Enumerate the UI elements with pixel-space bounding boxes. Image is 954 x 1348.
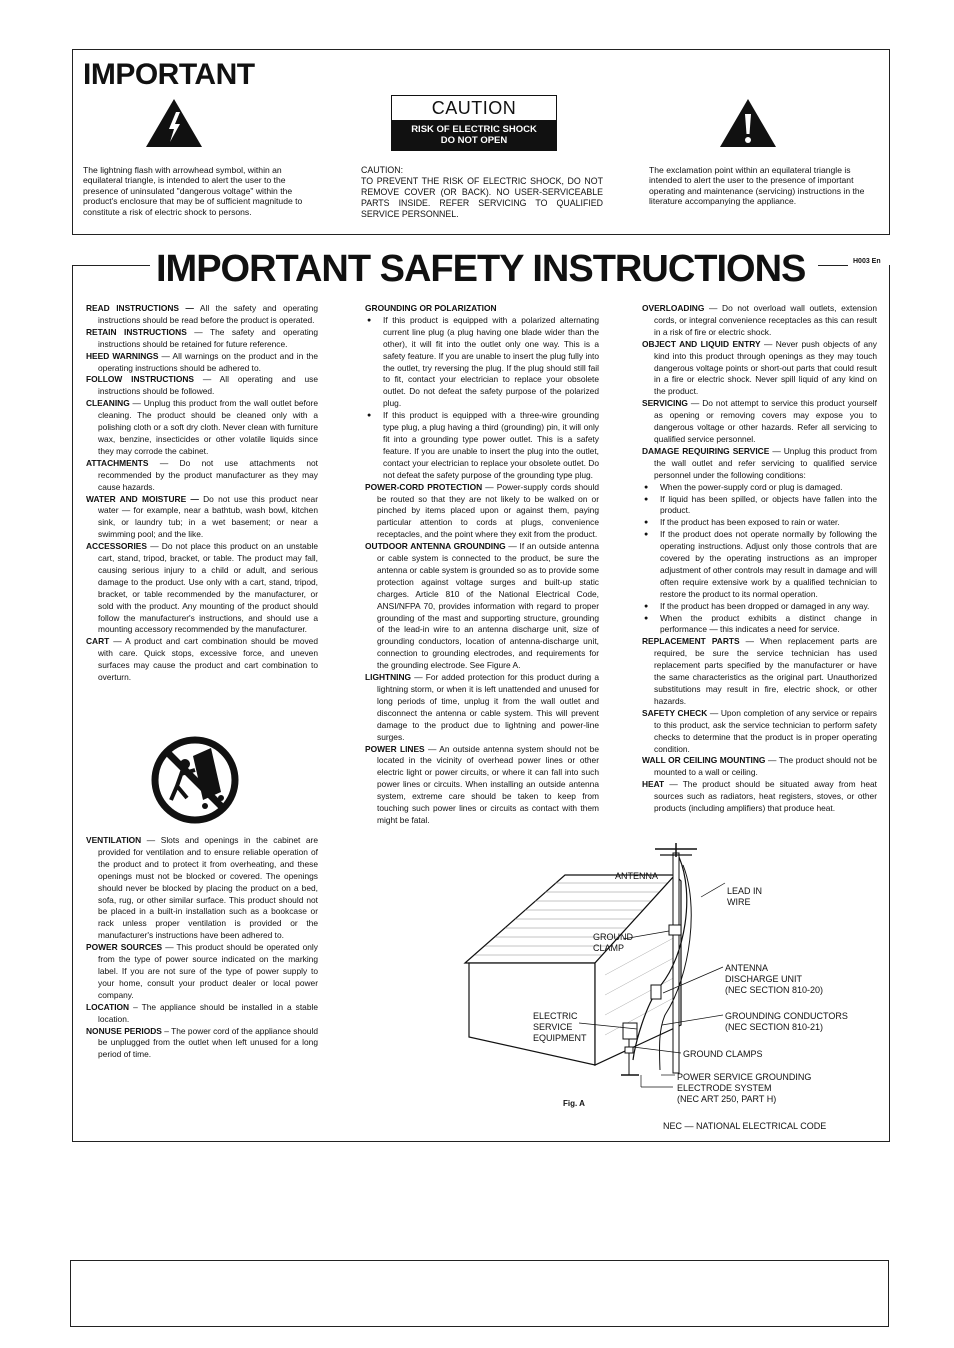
instruction-item	[365, 541, 599, 672]
bottom-box	[70, 1260, 889, 1327]
instruction-text: — The product should not be mounted to a wall or ceiling.	[654, 755, 878, 778]
instruction-text: – The power cord of the appliance should be unplugged from the outlet when left unused for a long period of time.	[98, 1025, 318, 1060]
instruction-item	[642, 446, 877, 482]
instruction-heading: CLEANING	[86, 398, 130, 409]
instruction-item	[642, 755, 877, 779]
instruction-item	[86, 458, 318, 494]
important-box	[72, 49, 890, 235]
instruction-text: — All operating and use instructions should be followed.	[98, 374, 318, 397]
label-conductors-1: GROUNDING CONDUCTORS	[725, 1011, 848, 1021]
label-discharge-1: ANTENNA	[725, 963, 769, 973]
instruction-text: — An outside antenna system should not be located in the vicinity of overhead power lines or other electric light or power circuits, or where it can fall into such power lines or circuits. When installing an outside antenna system, extreme care should be taken to keep from touching such power lines or circuits as contact with them might be fatal.	[377, 743, 599, 825]
instruction-item	[642, 398, 877, 446]
bullet-item: ● When the product exhibits a distinct change in performance — this indicates a need for service.	[642, 613, 877, 637]
label-lead-in-1: LEAD IN	[727, 886, 763, 896]
caution-line-1: RISK OF ELECTRIC SHOCK	[411, 124, 537, 135]
instruction-text: — Never push objects of any kind into this product through openings as they may touch dangerous voltage points or short-out parts that could result in a fire or electric shock. Never spill liquid of any kind on the product.	[654, 338, 877, 397]
instruction-heading: OUTDOOR ANTENNA GROUNDING	[365, 541, 506, 552]
label-power-2: ELECTRODE SYSTEM	[677, 1083, 772, 1093]
instruction-text: — If an outside antenna or cable system is connected to the product, be sure the antenna or cable system is grounded so as to provide some protection against voltage surges and built-up static charges. Article 810 of the National Electrical Code, ANSI/NFPA 70, provides information with regard to proper grounding of the mast and supporting structure, grounding of the lead-in wire to an antenna discharge unit, size of grounding conductors, location of antenna-discharge unit, connection to grounding electrodes, and requirements for the grounding electrode. See Figure A.	[377, 541, 599, 671]
instruction-heading: SERVICING	[642, 398, 688, 409]
instruction-text: — Do not use attachments not recommended by the product manufacturer as they may cause hazards.	[98, 457, 318, 492]
column-1	[86, 303, 318, 684]
instruction-text: — Unplug this product from the wall outlet and refer servicing to qualified service personnel under the following conditions:	[654, 445, 877, 480]
label-conductors-2: (NEC SECTION 810-21)	[725, 1022, 824, 1032]
instruction-item	[86, 541, 318, 636]
label-electric-2: SERVICE	[533, 1022, 573, 1032]
instruction-item	[86, 636, 318, 684]
instruction-text: — The product should be situated away from heat sources such as radiators, heat registers, stoves, or other products (including amplifiers) that produce heat.	[654, 779, 877, 814]
label-electric-service	[533, 1011, 587, 1044]
instruction-heading: HEED WARNINGS	[86, 350, 159, 361]
instruction-heading: NONUSE PERIODS	[86, 1025, 162, 1036]
bullet-item: ● If the product has been exposed to rain or water.	[642, 517, 877, 529]
label-grounding-conductors	[725, 1011, 848, 1033]
caution-word: CAUTION	[431, 98, 517, 118]
instruction-text: — Upon completion of any service or repairs to this product, ask the service technician to perform safety checks to determine that the product is in proper operating condition.	[654, 707, 877, 754]
caution-black-band	[392, 120, 556, 150]
nec-note: NEC — NATIONAL ELECTRICAL CODE	[663, 1121, 827, 1131]
instruction-heading: ACCESSORIES	[86, 541, 147, 552]
document-code: H003 En	[853, 258, 881, 265]
title-rule-left	[72, 265, 162, 266]
instruction-item	[86, 327, 318, 351]
instruction-heading: READ INSTRUCTIONS —	[86, 303, 194, 313]
instruction-item	[86, 303, 318, 327]
instruction-heading: GROUNDING OR POLARIZATION	[365, 303, 497, 313]
instruction-item	[86, 835, 318, 942]
instruction-text: — When replacement parts are required, be sure the service technician has used replacement parts specified by the manufacturer or have the same characteristics as the original part. Unauthorized substitutions may result in fire, electric shock, or other hazards.	[654, 636, 877, 706]
label-power-3: (NEC ART 250, PART H)	[677, 1094, 777, 1104]
lightning-warning-icon	[145, 98, 203, 148]
instruction-heading: DAMAGE REQUIRING SERVICE	[642, 445, 770, 456]
caution-label	[391, 95, 557, 151]
instruction-text: — Do not attempt to service this product yourself as opening or removing covers may expose you to dangerous voltage or other hazards. Refer all servicing to qualified service personnel.	[654, 398, 877, 444]
column-2	[365, 303, 599, 827]
instruction-heading: HEAT	[642, 779, 665, 790]
instruction-text: — All warnings on the product and in the operating instructions should be adhered to.	[98, 350, 318, 373]
instruction-item	[642, 339, 877, 399]
instruction-text: All the safety and operating instructions should be read before the product is operated.	[98, 303, 318, 325]
cart-tipover-warning-icon	[149, 734, 241, 826]
instruction-item	[642, 303, 877, 339]
instruction-text: Do not use this product near water — for example, near a bathtub, wash bowl, kitchen sink, or laundry tub; in a wet basement; or near a swimming pool; and the like.	[98, 493, 318, 540]
bullet-item: ● If this product is equipped with a three-wire grounding type plug, a plug having a third (grounding) pin, it will only fit into a grounding type power outlet. This is a safety feature. If you are unable to insert the plug into the outlet, contact your electrician to replace your obsolete outlet. Do not defeat the safety purpose of the grounding type plug.	[365, 410, 599, 481]
instruction-heading: CART	[86, 636, 110, 647]
instruction-item	[86, 494, 318, 542]
instruction-text: — Do not place this product on an unstable cart, stand, tripod, bracket, or table. The product may fall, causing serious injury to a child or adult, and serious damage to the product. Use only with a cart, stand, tripod, bracket, or table recommended by the manufacturer, or sold with the product. Any mounting of the product should follow the manufacturer's instructions, and should use a mounting accessory recommended by the manufacturer.	[98, 541, 318, 635]
instruction-heading: LOCATION	[86, 1001, 130, 1012]
instruction-item	[365, 744, 599, 827]
instruction-heading: SAFETY CHECK	[642, 707, 708, 718]
antenna-grounding-figure	[455, 835, 875, 1135]
label-discharge-3: (NEC SECTION 810-20)	[725, 985, 824, 995]
instruction-text: — Unplug this product from the wall outlet before cleaning. The product should be cleaned only with a polishing cloth or a soft dry cloth. Never clean with furniture wax, benzine, insecticides or other volatile liquids since they may corrode the cabinet.	[98, 398, 318, 456]
label-electric-1: ELECTRIC	[533, 1011, 578, 1021]
instruction-heading: FOLLOW INSTRUCTIONS	[86, 374, 194, 385]
instruction-item	[86, 942, 318, 1002]
instruction-text: — A product and cart combination should be moved with care. Quick stops, excessive force, and uneven surfaces may cause the product and cart combination to overturn.	[98, 636, 318, 683]
instruction-heading: ATTACHMENTS	[86, 457, 149, 468]
instruction-heading: POWER LINES	[365, 743, 425, 754]
instruction-item	[365, 482, 599, 542]
label-discharge-2: DISCHARGE UNIT	[725, 974, 803, 984]
figure-caption: Fig. A	[563, 1099, 585, 1108]
bullet-item: ● If this product is equipped with a polarized alternating current line plug (a plug having one blade wider than the other), it will fit into the outlet only one way. This is a safety feature. If you are unable to insert the plug fully into the outlet, try reversing the plug. If the plug should still fail to fit, contact your electrician to replace your obsolete outlet. Do not defeat the safety purpose of the polarized plug.	[365, 315, 599, 410]
instruction-heading: RETAIN INSTRUCTIONS	[86, 326, 187, 337]
lightning-explanation: The lightning flash with arrowhead symbol, within an equilateral triangle, is intended to alert the user to the presence of uninsulated "dangerous voltage" within the product's enclosure that may be of sufficient magnitude to constitute a risk of electric shock to persons.	[83, 165, 303, 217]
instruction-item	[86, 1026, 318, 1062]
instruction-heading: WALL OR CEILING MOUNTING	[642, 755, 766, 766]
bullet-item: ● If the product does not operate normally by following the operating instructions. Adjust only those controls that are covered by the operating instructions as an improper adjustment of other controls may result in damage and will often require extensive work by a qualified technician to restore the product to its normal operation.	[642, 529, 877, 600]
instruction-heading: POWER SOURCES	[86, 942, 163, 953]
exclamation-warning-icon	[719, 98, 777, 148]
label-ground-clamps: GROUND CLAMPS	[683, 1049, 763, 1059]
label-power-grounding	[677, 1072, 811, 1105]
instruction-text: – The appliance should be installed in a stable location.	[98, 1001, 318, 1024]
title-rule-right	[818, 265, 848, 266]
caution-text-body: TO PREVENT THE RISK OF ELECTRIC SHOCK, DO NOT REMOVE COVER (OR BACK). NO USER-SERVICEABLE PARTS INSIDE. REFER SERVICING TO QUALIFIED SERVICE PERSONNEL.	[361, 176, 603, 219]
instruction-heading: WATER AND MOISTURE —	[86, 493, 199, 504]
instruction-item	[86, 398, 318, 458]
bullet-item: ● If the product has been dropped or damaged in any way.	[642, 601, 877, 613]
instruction-heading: POWER-CORD PROTECTION	[365, 481, 483, 492]
instruction-text: — This product should be operated only from the type of power source indicated on the marking label. If you are not sure of the type of power supply to your home, consult your product dealer or local power company.	[98, 942, 318, 1000]
instruction-item	[86, 374, 318, 398]
instruction-item	[86, 351, 318, 375]
label-ground-clamp-2: CLAMP	[593, 943, 625, 953]
instruction-heading: LIGHTNING	[365, 672, 412, 683]
instruction-item	[365, 303, 599, 315]
bullet-item: ● When the power-supply cord or plug is damaged.	[642, 482, 877, 494]
instruction-item	[86, 1002, 318, 1026]
instruction-item	[642, 708, 877, 756]
instruction-item	[642, 636, 877, 707]
important-title: IMPORTANT	[83, 58, 255, 91]
instruction-heading: REPLACEMENT PARTS	[642, 636, 740, 647]
instruction-heading: OBJECT AND LIQUID ENTRY	[642, 338, 761, 349]
instruction-text: — Power-supply cords should be routed so that they are not likely to be walked on or pinched by items placed upon or against them, paying particular attention to cords at plugs, convenience receptacles, and the point where they exit from the product.	[377, 481, 599, 540]
safety-title: IMPORTANT SAFETY INSTRUCTIONS	[150, 248, 811, 291]
label-discharge-unit	[725, 963, 823, 996]
column-1-lower	[86, 835, 318, 1061]
caution-text-head: CAUTION:	[361, 165, 404, 175]
column-3	[642, 303, 877, 815]
caution-text	[361, 165, 603, 220]
instruction-text: — Slots and openings in the cabinet are provided for ventilation and to ensure reliable operation of the product and to protect it from overheating, and these openings must not be blocked or covered. The openings should never be blocked by placing the product on a bed, sofa, rug, or other similar surface. This product should not be placed in a built-in installation such as a bookcase or rack unless proper ventilation is provided or the manufacturer's instructions have been adhered to.	[98, 835, 318, 941]
label-lead-in	[727, 886, 762, 908]
label-ground-clamp	[593, 932, 633, 954]
exclamation-explanation: The exclamation point within an equilateral triangle is intended to alert the user to the presence of important operating and maintenance (servicing) instructions in the literature accompanying the appliance.	[649, 165, 865, 207]
instruction-item	[365, 672, 599, 743]
label-lead-in-2: WIRE	[727, 897, 751, 907]
instruction-text: — For added protection for this product during a lightning storm, or when it is left unattended and unused for long periods of time, unplug it from the wall outlet and disconnect the antenna or cable system. This will prevent damage to the product due to lightning and power-line surges.	[377, 672, 599, 742]
label-antenna: ANTENNA	[615, 871, 659, 881]
label-ground-clamp-1: GROUND	[593, 932, 633, 942]
instruction-item	[642, 779, 877, 815]
bullet-item: ● If liquid has been spilled, or objects have fallen into the product.	[642, 494, 877, 518]
instruction-heading: OVERLOADING	[642, 303, 705, 313]
instruction-text: — Do not overload wall outlets, extension cords, or integral convenience receptacles as this can result in a risk of fire or electric shock.	[654, 303, 877, 337]
caution-line-2: DO NOT OPEN	[440, 135, 508, 146]
instruction-heading: VENTILATION	[86, 835, 142, 845]
instruction-text: — The safety and operating instructions should be retained for future reference.	[98, 326, 318, 349]
label-power-1: POWER SERVICE GROUNDING	[677, 1072, 812, 1082]
label-electric-3: EQUIPMENT	[533, 1033, 587, 1043]
